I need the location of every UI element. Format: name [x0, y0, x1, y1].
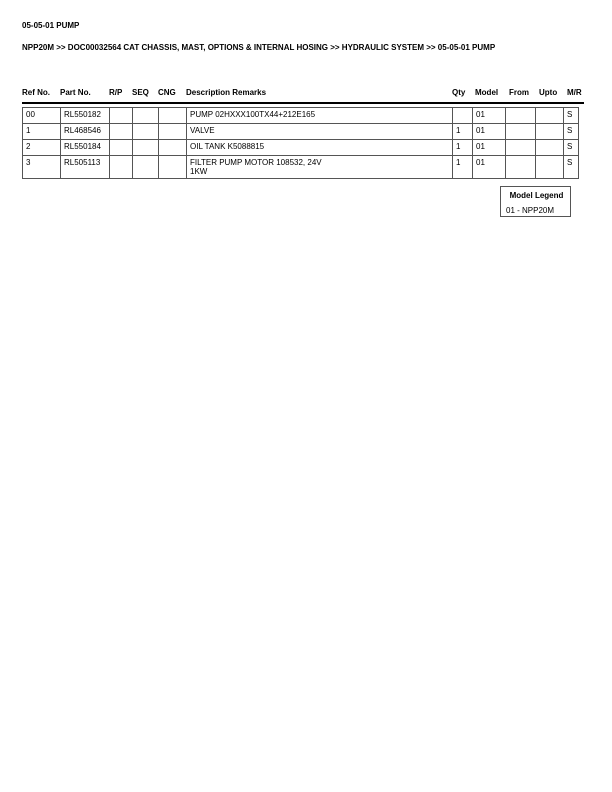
table-row [23, 156, 579, 179]
cell-qty: 1 [453, 140, 473, 156]
cell-upto [536, 140, 564, 156]
cell-description [187, 156, 453, 179]
model-legend-entry: 01 - NPP20M [506, 206, 555, 215]
table-header [22, 88, 584, 100]
header-mr: M/R [567, 88, 582, 97]
header-description: Description Remarks [186, 88, 267, 97]
cell-cng [159, 124, 187, 140]
cell-ref-no: 00 [23, 108, 61, 124]
cell-mr: S [564, 124, 579, 140]
header-rule [22, 102, 584, 104]
cell-qty [453, 108, 473, 124]
parts-table-body [23, 108, 579, 179]
cell-qty: 1 [453, 124, 473, 140]
cell-mr: S [564, 140, 579, 156]
model-legend-title: Model Legend [509, 191, 564, 200]
cell-ref-no: 1 [23, 124, 61, 140]
cell-mr: S [564, 156, 579, 179]
cell-ref-no: 2 [23, 140, 61, 156]
cell-cng [159, 108, 187, 124]
table-row [23, 140, 579, 156]
header-ref-no: Ref No. [22, 88, 50, 97]
cell-qty: 1 [453, 156, 473, 179]
cell-upto [536, 124, 564, 140]
cell-model: 01 [473, 140, 506, 156]
cell-from [506, 156, 536, 179]
page-title: 05-05-01 PUMP [22, 21, 80, 30]
breadcrumb: NPP20M >> DOC00032564 CAT CHASSIS, MAST, OPTIONS & INTERNAL HOSING >> HYDRAULIC SYSTEM >> 05-05-01 PUMP [22, 43, 496, 52]
cell-description: VALVE [187, 124, 453, 140]
cell-cng [159, 156, 187, 179]
cell-rp [110, 156, 133, 179]
cell-from [506, 140, 536, 156]
description-line: FILTER PUMP MOTOR 108532, 24V [190, 158, 322, 167]
cell-seq [133, 156, 159, 179]
cell-rp [110, 108, 133, 124]
cell-seq [133, 124, 159, 140]
table-row [23, 124, 579, 140]
cell-rp [110, 140, 133, 156]
cell-model: 01 [473, 156, 506, 179]
cell-from [506, 108, 536, 124]
cell-model: 01 [473, 108, 506, 124]
cell-seq [133, 140, 159, 156]
header-upto: Upto [539, 88, 558, 97]
cell-upto [536, 156, 564, 179]
parts-table [22, 107, 579, 179]
header-from: From [509, 88, 529, 97]
cell-cng [159, 140, 187, 156]
cell-model: 01 [473, 124, 506, 140]
cell-description: PUMP 02HXXX100TX44+212E165 [187, 108, 453, 124]
cell-mr: S [564, 108, 579, 124]
cell-rp [110, 124, 133, 140]
table-row [23, 108, 579, 124]
cell-description: OIL TANK K5088815 [187, 140, 453, 156]
cell-part-no: RL550184 [61, 140, 110, 156]
cell-seq [133, 108, 159, 124]
header-seq: SEQ [132, 88, 149, 97]
header-cng: CNG [158, 88, 176, 97]
model-legend [500, 186, 571, 217]
cell-part-no: RL505113 [61, 156, 110, 179]
cell-from [506, 124, 536, 140]
header-qty: Qty [452, 88, 466, 97]
header-model: Model [475, 88, 499, 97]
cell-part-no: RL468546 [61, 124, 110, 140]
header-rp: R/P [109, 88, 123, 97]
cell-ref-no: 3 [23, 156, 61, 179]
description-line: 1KW [190, 167, 208, 176]
header-part-no: Part No. [60, 88, 91, 97]
cell-part-no: RL550182 [61, 108, 110, 124]
cell-upto [536, 108, 564, 124]
